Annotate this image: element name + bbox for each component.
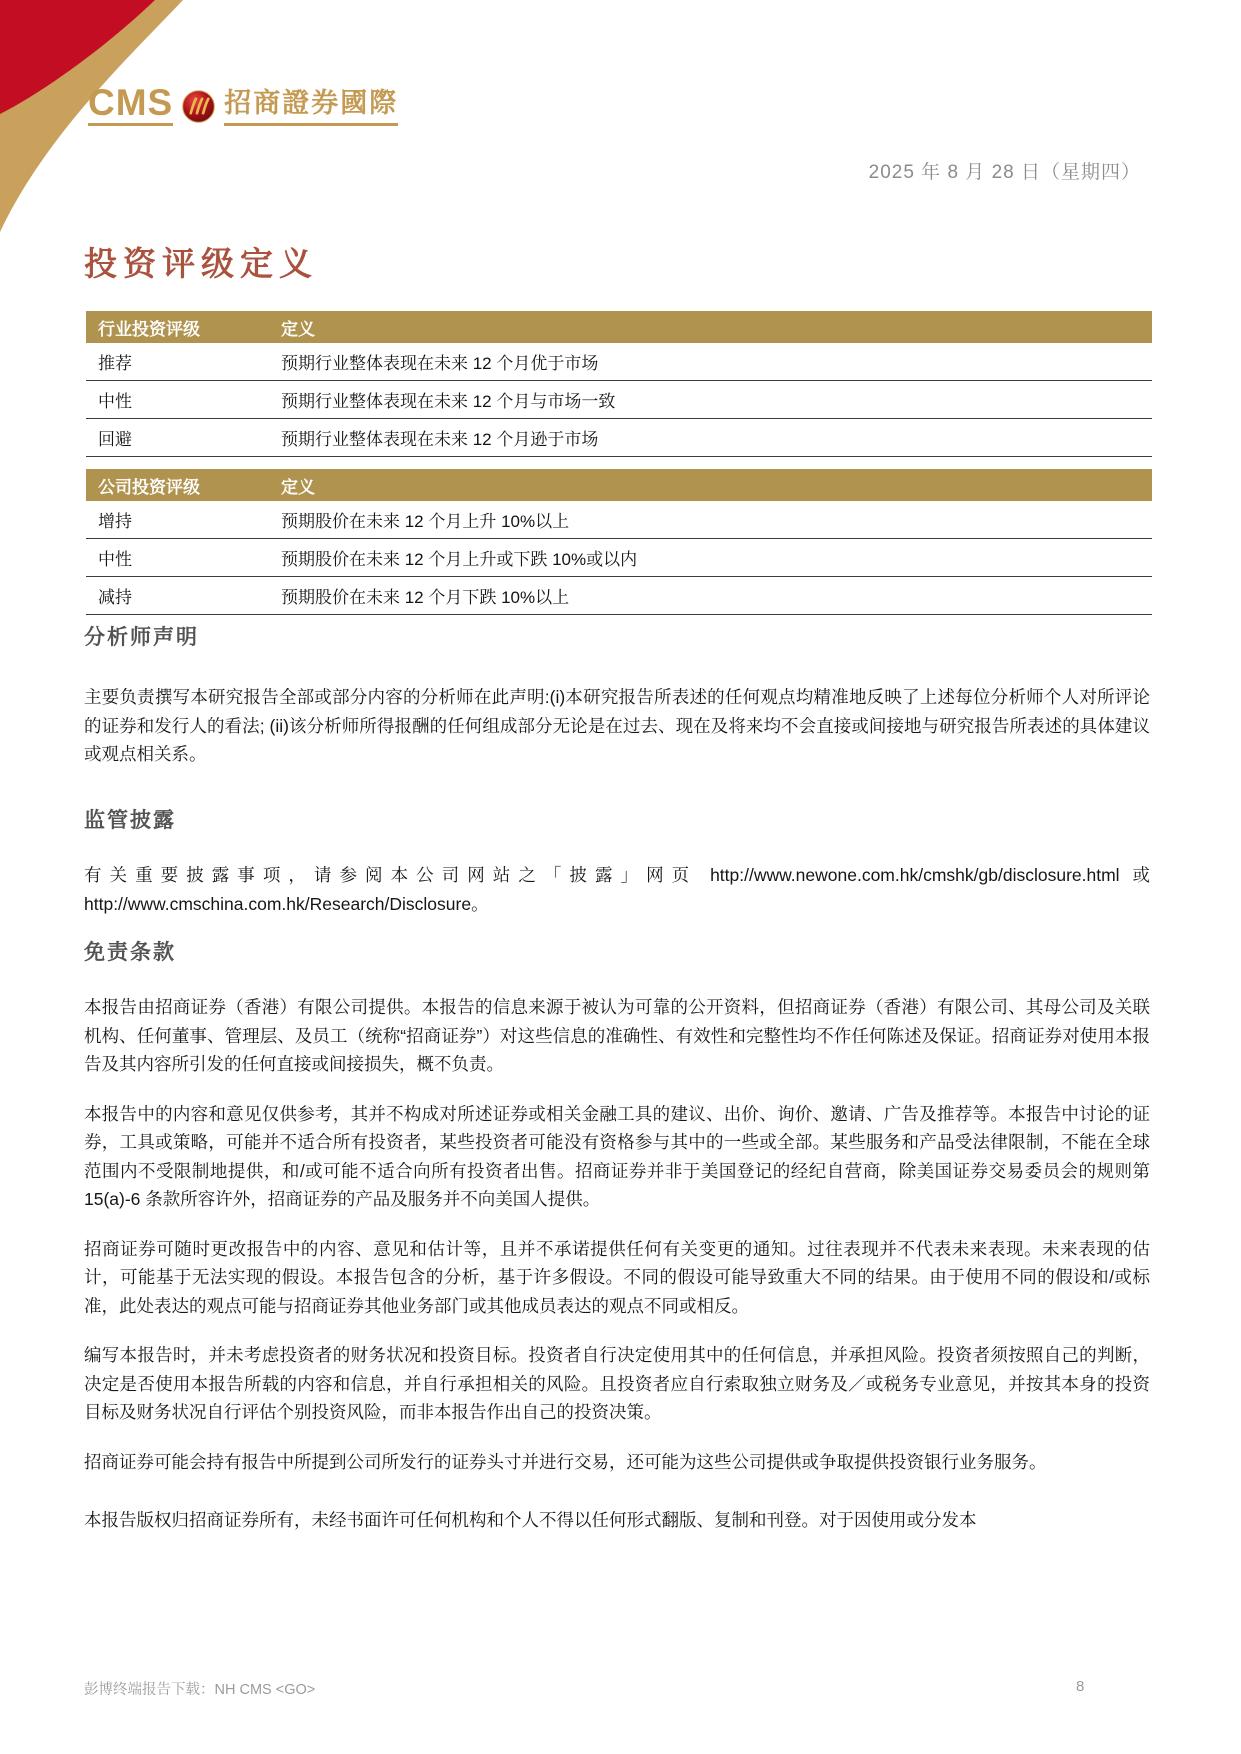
column-header: 定义 <box>269 469 1152 501</box>
rating-definition: 预期股价在未来 12 个月上升或下跌 10%或以内 <box>269 539 1152 577</box>
cms-logo-text: CMS <box>88 86 173 126</box>
cms-logo <box>88 82 399 126</box>
paragraph: 本报告由招商证券（香港）有限公司提供。本报告的信息来源于被认为可靠的公开资料，但招商证券（香港）有限公司、其母公司及关联机构、任何董事、管理层、及员工（统称“招商证券”）对这些信息的准确性、有效性和完整性均不作任何陈述及保证。招商证券对使用本报告及其内容所引发的任何直接或间接损失，概不负责。 <box>84 997 1150 1074</box>
section-regulatory-disclosure <box>84 806 1150 939</box>
column-header: 行业投资评级 <box>86 311 269 343</box>
page-title: 投资评级定义 <box>84 247 318 283</box>
column-header: 定义 <box>269 311 1152 343</box>
paragraph <box>84 861 1150 918</box>
paragraph: 招商证券可能会持有报告中所提到公司所发行的证券头寸并进行交易，还可能为这些公司提供或争取提供投资银行业务服务。 <box>84 1451 1047 1472</box>
company-rating-table <box>86 469 1152 615</box>
rating-label: 增持 <box>86 501 269 539</box>
section-heading: 免责条款 <box>84 940 176 964</box>
section-disclaimer <box>84 938 1150 1556</box>
section-analyst-statement <box>84 623 1150 790</box>
table-row <box>86 501 1152 539</box>
disclosure-text: 或 <box>1119 865 1150 885</box>
rating-definition: 预期行业整体表现在未来 12 个月优于市场 <box>269 343 1152 381</box>
section-heading: 监管披露 <box>84 808 176 832</box>
table-row <box>86 419 1152 457</box>
disclosure-text: 。 <box>471 893 489 914</box>
table-row <box>86 381 1152 419</box>
rating-label: 减持 <box>86 577 269 615</box>
table-row <box>86 577 1152 615</box>
paragraph: 招商证券可随时更改报告中的内容、意见和估计等，且并不承诺提供任何有关变更的通知。过往表现并不代表未来表现。未来表现的估计，可能基于无法实现的假设。本报告包含的分析，基于许多假设。不同的假设可能导致重大不同的结果。由于使用不同的假设和/或标准，此处表达的观点可能与招商证券其他业务部门或其他成员表达的观点不同或相反。 <box>84 1238 1150 1316</box>
disclosure-text: 有关重要披露事项，请参阅本公司网站之「披露」网页 <box>84 865 711 885</box>
cms-logo-chinese: 招商證券國際 <box>224 88 398 126</box>
paragraph: 编写本报告时，并未考虑投资者的财务状况和投资目标。投资者自行决定使用其中的任何信息，并承担风险。投资者须按照自己的判断，决定是否使用本报告所载的内容和信息，并自行承担相关的风险。且投资者应自行索取独立财务及／或税务专业意见，并按其本身的投资目标及财务状况自行评估个别投资风险，而非本报告作出自己的投资决策。 <box>84 1345 1150 1422</box>
report-date: 2025 年 8 月 28 日（星期四） <box>868 162 1141 183</box>
rating-definition: 预期股价在未来 12 个月上升 10%以上 <box>269 501 1152 539</box>
rating-label: 中性 <box>86 539 269 577</box>
column-header: 公司投资评级 <box>86 469 269 501</box>
bloomberg-download-note: 彭博终端报告下载：NH CMS <GO> <box>84 1682 316 1698</box>
rating-label: 回避 <box>86 419 269 457</box>
paragraph: 本报告版权归招商证券所有，未经书面许可任何机构和个人不得以任何形式翻版、复制和刊登。对于因使用或分发本 <box>84 1510 977 1530</box>
rating-label: 推荐 <box>86 343 269 381</box>
table-row <box>86 539 1152 577</box>
table-row <box>86 343 1152 381</box>
paragraph: 本报告中的内容和意见仅供参考，其并不构成对所述证券或相关金融工具的建议、出价、询价、邀请、广告及推荐等。本报告中讨论的证券，工具或策略，可能并不适合所有投资者，某些投资者可能没有资格参与其中的一些或全部。某些服务和产品受法律限制，不能在全球范围内不受限制地提供，和/或可能不适合向所有投资者出售。招商证券并非于美国登记的经纪自营商，除美国证券交易委员会的规则第 15(a)-6 条款所容许外，招商证券的产品及服务并不向美国人提供。 <box>84 1103 1150 1209</box>
rating-definition: 预期行业整体表现在未来 12 个月逊于市场 <box>269 419 1152 457</box>
table-header-row <box>86 311 1152 343</box>
page-number: 8 <box>1076 1678 1085 1695</box>
rating-definition: 预期股价在未来 12 个月下跌 10%以上 <box>269 577 1152 615</box>
rating-label: 中性 <box>86 381 269 419</box>
disclosure-url-cmschina[interactable]: http://www.cmschina.com.hk/Research/Disclosure <box>84 893 472 914</box>
cms-logo-icon <box>182 90 215 123</box>
paragraph: 主要负责撰写本研究报告全部或部分内容的分析师在此声明:(i)本研究报告所表述的任何观点均精准地反映了上述每位分析师个人对所评论的证券和发行人的看法; (ii)该分析师所得报酬的任何组成部分无论是在过去、现在及将来均不会直接或间接地与研究报告所表述的具体建议或观点相关系。 <box>84 687 1150 764</box>
rating-definition: 预期行业整体表现在未来 12 个月与市场一致 <box>269 381 1152 419</box>
section-heading: 分析师声明 <box>84 625 199 649</box>
table-header-row <box>86 469 1152 501</box>
disclosure-url-newone[interactable]: http://www.newone.com.hk/cmshk/gb/disclosure.html <box>710 865 1120 885</box>
industry-rating-table <box>86 311 1152 457</box>
